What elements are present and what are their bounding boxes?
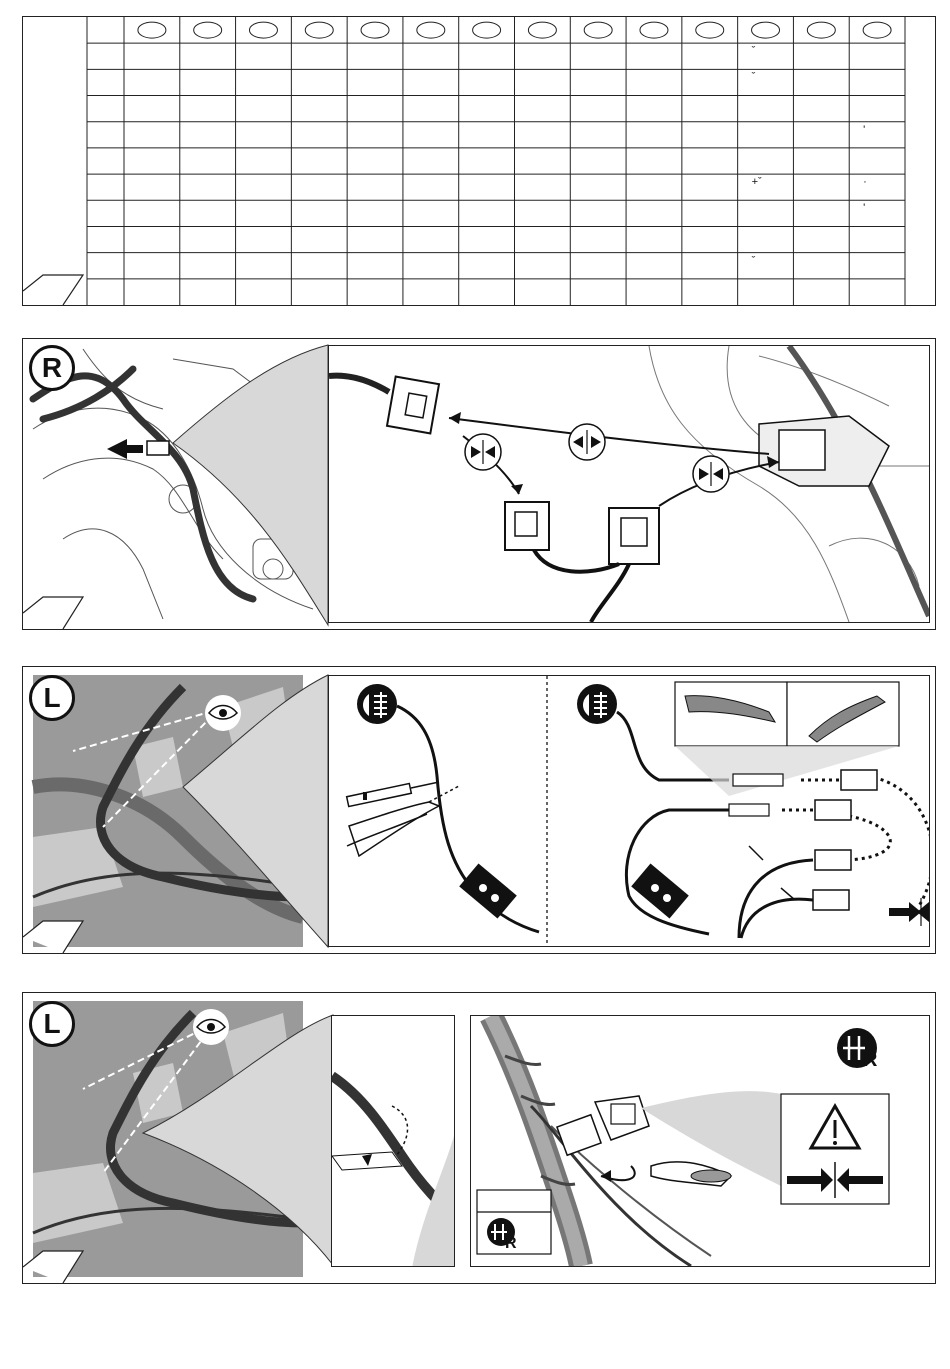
column-header-oval xyxy=(249,22,277,38)
table-cell-mark: ' xyxy=(863,123,866,136)
step-panel-right-connector xyxy=(22,338,936,630)
reverse-lamp-icon xyxy=(837,1028,878,1071)
table-cell-mark: ˇ xyxy=(751,45,756,58)
reverse-lamp-label-box xyxy=(477,1190,551,1254)
page-corner-fold xyxy=(23,275,83,305)
column-header-oval xyxy=(807,22,835,38)
connector-location xyxy=(147,441,169,455)
fog-lamp-icon xyxy=(577,684,617,724)
column-header-oval xyxy=(361,22,389,38)
column-header-oval xyxy=(640,22,668,38)
side-badge: L xyxy=(29,1001,75,1047)
zoom-detail xyxy=(328,345,930,623)
fog-lamp-icon xyxy=(357,684,397,724)
connector-housing xyxy=(815,800,851,820)
crimping-pliers-icon xyxy=(651,1162,731,1186)
flat-terminal xyxy=(733,774,783,786)
eye-icon xyxy=(193,1009,229,1045)
column-header-oval xyxy=(417,22,445,38)
table-cell-mark: ' xyxy=(863,202,866,215)
vehicle-socket xyxy=(759,416,889,486)
column-header-oval xyxy=(584,22,612,38)
warning-triangle-icon xyxy=(781,1094,889,1204)
table-cell-mark: +ˇ xyxy=(751,176,762,189)
zoom-illustration xyxy=(329,346,929,622)
step-panel-left-reverse-lamp xyxy=(22,992,936,1284)
zoom-detail xyxy=(328,675,930,947)
step-panel-left-fog-lamp xyxy=(22,666,936,954)
cut-insulation-illustration xyxy=(332,1016,454,1266)
zoom-detail-connector xyxy=(470,1015,930,1267)
flat-terminal xyxy=(729,804,769,816)
column-header-oval xyxy=(305,22,333,38)
zoom-illustration xyxy=(329,676,929,946)
connector-tag-icon xyxy=(459,863,517,918)
table-grid xyxy=(23,17,935,305)
connect-arrows-icon xyxy=(693,456,729,492)
connect-arrows-icon xyxy=(889,898,929,926)
compatibility-table xyxy=(22,16,936,306)
svg-text:R: R xyxy=(505,1235,517,1252)
column-header-oval xyxy=(194,22,222,38)
connector-assembly-illustration xyxy=(471,1016,929,1266)
column-header-oval xyxy=(528,22,556,38)
connector-housing xyxy=(841,770,877,790)
connect-arrows-icon xyxy=(465,434,501,470)
side-badge: L xyxy=(29,675,75,721)
zoom-detail-cut xyxy=(331,1015,455,1267)
table-cell-mark: ˇ xyxy=(751,254,756,267)
disconnect-arrows-icon xyxy=(569,424,605,460)
column-header-oval xyxy=(752,22,780,38)
svg-text:R: R xyxy=(863,1049,878,1071)
reverse-connector xyxy=(557,1096,649,1155)
table-cell-mark: ˇ xyxy=(751,71,756,84)
eye-icon xyxy=(205,695,241,731)
column-header-oval xyxy=(696,22,724,38)
table-cell-mark: · xyxy=(863,176,867,189)
crimping-pliers-icon xyxy=(675,682,899,746)
connector-housing xyxy=(815,850,851,870)
connector-housing xyxy=(813,890,849,910)
column-header-oval xyxy=(863,22,891,38)
column-header-oval xyxy=(138,22,166,38)
column-header-oval xyxy=(473,22,501,38)
adapter-connectors xyxy=(505,502,659,622)
vehicle-plug xyxy=(387,377,439,434)
side-badge: R xyxy=(29,345,75,391)
